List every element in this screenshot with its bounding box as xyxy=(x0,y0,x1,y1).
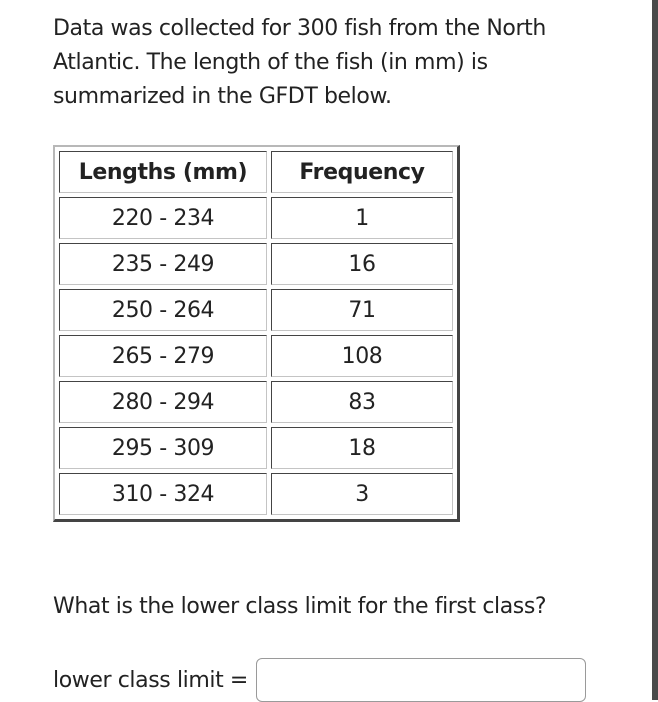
cell-frequency: 16 xyxy=(271,243,453,285)
question-text: What is the lower class limit for the first class? xyxy=(53,594,547,619)
table-row xyxy=(59,473,453,515)
intro-line-2: Atlantic. The length of the fish (in mm) is xyxy=(53,50,488,75)
intro-line-1: Data was collected for 300 fish from the North xyxy=(53,16,546,41)
header-lengths: Lengths (mm) xyxy=(59,151,267,193)
cell-length: 310 - 324 xyxy=(59,473,267,515)
right-border xyxy=(652,0,658,700)
table-row xyxy=(59,243,453,285)
cell-length: 250 - 264 xyxy=(59,289,267,331)
answer-label: lower class limit = xyxy=(53,667,248,693)
cell-length: 220 - 234 xyxy=(59,197,267,239)
cell-length: 295 - 309 xyxy=(59,427,267,469)
cell-frequency: 83 xyxy=(271,381,453,423)
gfdt-table xyxy=(53,145,460,522)
cell-length: 235 - 249 xyxy=(59,243,267,285)
cell-frequency: 18 xyxy=(271,427,453,469)
lower-class-limit-input[interactable] xyxy=(256,658,586,702)
answer-row xyxy=(53,658,586,702)
intro-line-3: summarized in the GFDT below. xyxy=(53,84,392,109)
cell-frequency: 1 xyxy=(271,197,453,239)
table-row xyxy=(59,381,453,423)
header-frequency: Frequency xyxy=(271,151,453,193)
table-row xyxy=(59,197,453,239)
table-row xyxy=(59,289,453,331)
table-row xyxy=(59,427,453,469)
cell-length: 280 - 294 xyxy=(59,381,267,423)
cell-frequency: 108 xyxy=(271,335,453,377)
table-row xyxy=(59,335,453,377)
cell-frequency: 3 xyxy=(271,473,453,515)
intro-text xyxy=(53,12,613,114)
cell-length: 265 - 279 xyxy=(59,335,267,377)
cell-frequency: 71 xyxy=(271,289,453,331)
table-header-row xyxy=(59,151,453,193)
